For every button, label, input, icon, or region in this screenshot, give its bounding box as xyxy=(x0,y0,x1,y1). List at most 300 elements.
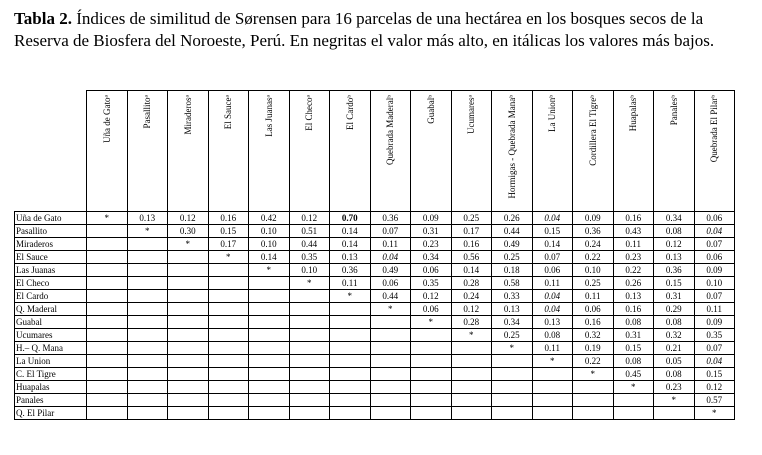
row-label: H.– Q. Mana xyxy=(15,342,87,355)
table-cell: 0.44 xyxy=(289,238,330,251)
table-cell: 0.06 xyxy=(411,303,452,316)
column-header xyxy=(411,91,452,212)
column-header-label: Panalesᵇ xyxy=(668,95,679,126)
table-cell xyxy=(127,238,168,251)
table-cell: 0.26 xyxy=(613,277,654,290)
table-cell: 0.11 xyxy=(573,290,614,303)
table-cell: 0.10 xyxy=(289,264,330,277)
table-cell: * xyxy=(654,394,695,407)
table-cell: 0.12 xyxy=(654,238,695,251)
table-cell xyxy=(289,342,330,355)
column-header xyxy=(573,91,614,212)
table-cell xyxy=(87,225,128,238)
table-cell xyxy=(370,381,411,394)
table-cell xyxy=(208,381,249,394)
table-cell xyxy=(411,329,452,342)
table-cell xyxy=(330,381,371,394)
table-cell: 0.30 xyxy=(168,225,209,238)
caption-text: Índices de similitud de Sørensen para 16 parcelas de una hectárea en los bosques secos de la Reserva de Biosfera del Noroeste, Perú. En negritas el valor más alto, en itálicas los valores más bajos. xyxy=(14,9,715,50)
column-header-label: Guabalᵇ xyxy=(425,95,436,124)
table-cell xyxy=(249,329,290,342)
table-cell: 0.13 xyxy=(532,316,573,329)
table-cell xyxy=(87,277,128,290)
table-cell xyxy=(87,329,128,342)
table-cell: 0.09 xyxy=(411,212,452,225)
table-cell xyxy=(127,290,168,303)
table-cell: 0.35 xyxy=(694,329,735,342)
table-cell: 0.08 xyxy=(532,329,573,342)
table-cell: 0.49 xyxy=(370,264,411,277)
table-cell xyxy=(208,316,249,329)
table-cell: 0.13 xyxy=(654,251,695,264)
table-cell xyxy=(87,368,128,381)
table-cell xyxy=(370,368,411,381)
table-cell xyxy=(451,355,492,368)
table-cell: 0.14 xyxy=(249,251,290,264)
table-cell: 0.28 xyxy=(451,316,492,329)
table-cell: 0.07 xyxy=(694,238,735,251)
table-cell xyxy=(127,277,168,290)
table-cell: 0.25 xyxy=(492,251,533,264)
table-cell xyxy=(451,342,492,355)
table-cell: 0.51 xyxy=(289,225,330,238)
table-cell: * xyxy=(168,238,209,251)
table-cell: 0.49 xyxy=(492,238,533,251)
table-cell: 0.09 xyxy=(573,212,614,225)
table-cell: 0.43 xyxy=(613,225,654,238)
column-header xyxy=(249,91,290,212)
table-cell xyxy=(411,381,452,394)
table-cell: 0.08 xyxy=(654,368,695,381)
table-cell: * xyxy=(694,407,735,420)
row-label: Guabal xyxy=(15,316,87,329)
row-label: Q. Maderal xyxy=(15,303,87,316)
table-cell xyxy=(168,355,209,368)
table-cell xyxy=(573,407,614,420)
caption-label: Tabla 2. xyxy=(14,9,72,28)
table-cell xyxy=(168,329,209,342)
table-cell: 0.22 xyxy=(613,264,654,277)
table-cell: 0.10 xyxy=(249,238,290,251)
table-cell: 0.31 xyxy=(613,329,654,342)
table-cell xyxy=(168,303,209,316)
table-cell: 0.57 xyxy=(694,394,735,407)
table-cell xyxy=(613,407,654,420)
table-cell xyxy=(249,407,290,420)
table-cell xyxy=(532,407,573,420)
table-cell xyxy=(613,394,654,407)
column-header xyxy=(87,91,128,212)
table-cell xyxy=(168,342,209,355)
table-cell xyxy=(168,290,209,303)
table-cell xyxy=(87,290,128,303)
table-cell: 0.28 xyxy=(451,277,492,290)
table-cell: 0.23 xyxy=(613,251,654,264)
table-cell xyxy=(330,342,371,355)
table-cell xyxy=(289,290,330,303)
table-cell: * xyxy=(330,290,371,303)
table-cell xyxy=(127,303,168,316)
table-cell xyxy=(87,238,128,251)
table-cell: 0.21 xyxy=(654,342,695,355)
table-cell xyxy=(451,407,492,420)
table-cell xyxy=(330,368,371,381)
column-header xyxy=(532,91,573,212)
table-cell: 0.04 xyxy=(532,303,573,316)
table-cell: 0.26 xyxy=(492,212,533,225)
table-row xyxy=(15,407,735,420)
column-header-label: Uña de Gatoᵃ xyxy=(101,95,112,143)
header-row xyxy=(15,91,735,212)
table-cell xyxy=(127,251,168,264)
table-cell: 0.15 xyxy=(694,368,735,381)
row-label: El Sauce xyxy=(15,251,87,264)
header-corner xyxy=(15,91,87,212)
table-cell xyxy=(87,251,128,264)
table-cell xyxy=(492,368,533,381)
table-cell: 0.36 xyxy=(654,264,695,277)
row-label: Las Juanas xyxy=(15,264,87,277)
row-label: Huapalas xyxy=(15,381,87,394)
table-cell xyxy=(127,355,168,368)
table-cell: 0.08 xyxy=(613,355,654,368)
table-row xyxy=(15,342,735,355)
table-cell: 0.11 xyxy=(370,238,411,251)
table-cell xyxy=(370,329,411,342)
table-cell: 0.12 xyxy=(694,381,735,394)
table-cell: 0.06 xyxy=(694,212,735,225)
table-cell xyxy=(127,381,168,394)
table-cell: 0.12 xyxy=(289,212,330,225)
table-cell: 0.34 xyxy=(492,316,533,329)
table-row xyxy=(15,290,735,303)
table-cell: 0.32 xyxy=(573,329,614,342)
table-cell: 0.06 xyxy=(573,303,614,316)
table-cell xyxy=(330,303,371,316)
table-cell: 0.16 xyxy=(451,238,492,251)
table-cell: * xyxy=(289,277,330,290)
similarity-table xyxy=(14,90,735,420)
table-cell xyxy=(168,394,209,407)
table-cell: 0.09 xyxy=(694,264,735,277)
column-header xyxy=(451,91,492,212)
table-cell: * xyxy=(370,303,411,316)
table-cell: 0.06 xyxy=(370,277,411,290)
column-header xyxy=(613,91,654,212)
table-cell xyxy=(127,368,168,381)
row-label: El Checo xyxy=(15,277,87,290)
table-cell: 0.12 xyxy=(168,212,209,225)
table-cell xyxy=(168,277,209,290)
table-cell: 0.22 xyxy=(573,251,614,264)
table-cell xyxy=(411,355,452,368)
table-cell: 0.10 xyxy=(249,225,290,238)
column-header-label: El Cardoᵇ xyxy=(344,95,355,131)
table-row xyxy=(15,251,735,264)
table-cell xyxy=(249,290,290,303)
table-cell: 0.18 xyxy=(492,264,533,277)
table-cell xyxy=(289,303,330,316)
table-cell xyxy=(249,342,290,355)
column-header xyxy=(370,91,411,212)
table-cell: 0.06 xyxy=(411,264,452,277)
table-cell xyxy=(208,329,249,342)
table-cell: 0.22 xyxy=(573,355,614,368)
table-cell: 0.14 xyxy=(451,264,492,277)
table-row xyxy=(15,212,735,225)
table-cell xyxy=(492,355,533,368)
column-header-label: Ucumaresᵃ xyxy=(466,95,477,134)
table-cell: 0.15 xyxy=(532,225,573,238)
table-cell: 0.04 xyxy=(532,290,573,303)
table-cell: 0.08 xyxy=(613,316,654,329)
table-cell: * xyxy=(573,368,614,381)
table-cell xyxy=(492,407,533,420)
table-cell xyxy=(127,342,168,355)
table-cell xyxy=(87,394,128,407)
table-cell: 0.06 xyxy=(694,251,735,264)
table-cell xyxy=(249,303,290,316)
table-cell xyxy=(168,264,209,277)
column-header-label: El Checoᵃ xyxy=(304,95,315,131)
table-cell: 0.16 xyxy=(573,316,614,329)
table-cell: 0.10 xyxy=(694,277,735,290)
table-cell: 0.07 xyxy=(694,290,735,303)
table-cell xyxy=(654,407,695,420)
table-cell: 0.23 xyxy=(654,381,695,394)
table-cell xyxy=(330,329,371,342)
table-cell xyxy=(330,394,371,407)
table-cell xyxy=(87,303,128,316)
table-row xyxy=(15,264,735,277)
table-cell xyxy=(208,290,249,303)
table-cell xyxy=(249,394,290,407)
table-cell xyxy=(411,368,452,381)
table-cell xyxy=(127,264,168,277)
table-cell: 0.04 xyxy=(532,212,573,225)
table-cell: 0.13 xyxy=(613,290,654,303)
table-cell: 0.42 xyxy=(249,212,290,225)
table-cell: * xyxy=(532,355,573,368)
table-cell: 0.05 xyxy=(654,355,695,368)
row-label: Q. El Pilar xyxy=(15,407,87,420)
table-cell xyxy=(289,407,330,420)
table-cell: 0.25 xyxy=(573,277,614,290)
table-cell: 0.33 xyxy=(492,290,533,303)
row-label: Pasallito xyxy=(15,225,87,238)
table-cell xyxy=(289,394,330,407)
table-cell: 0.04 xyxy=(694,355,735,368)
column-header xyxy=(492,91,533,212)
table-cell xyxy=(289,368,330,381)
table-cell xyxy=(249,277,290,290)
table-cell xyxy=(87,381,128,394)
column-header-label: Miraderosᵃ xyxy=(182,95,193,135)
table-row xyxy=(15,277,735,290)
table-cell: 0.16 xyxy=(208,212,249,225)
table-cell xyxy=(330,316,371,329)
table-cell xyxy=(330,407,371,420)
table-cell: 0.08 xyxy=(654,225,695,238)
row-label: La Union xyxy=(15,355,87,368)
table-cell: 0.15 xyxy=(208,225,249,238)
table-cell: 0.11 xyxy=(532,277,573,290)
table-cell xyxy=(87,264,128,277)
column-header-label: Las Juanasᵃ xyxy=(263,95,274,137)
table-cell: 0.45 xyxy=(613,368,654,381)
table-cell xyxy=(87,355,128,368)
table-cell xyxy=(370,407,411,420)
table-cell: 0.11 xyxy=(532,342,573,355)
table-cell: 0.07 xyxy=(694,342,735,355)
table-row xyxy=(15,381,735,394)
table-cell: * xyxy=(87,212,128,225)
table-cell: 0.25 xyxy=(451,212,492,225)
table-cell xyxy=(127,394,168,407)
table-cell: 0.16 xyxy=(613,212,654,225)
table-row xyxy=(15,329,735,342)
column-header xyxy=(654,91,695,212)
table-cell xyxy=(411,407,452,420)
table-cell: 0.31 xyxy=(411,225,452,238)
table-cell xyxy=(208,277,249,290)
table-cell xyxy=(249,381,290,394)
table-row xyxy=(15,238,735,251)
table-cell xyxy=(492,381,533,394)
table-cell xyxy=(451,368,492,381)
table-cell xyxy=(208,394,249,407)
table-cell: 0.11 xyxy=(694,303,735,316)
table-cell xyxy=(451,381,492,394)
column-header-label: Cordillera El Tigreᵇ xyxy=(587,95,598,166)
table-cell: * xyxy=(411,316,452,329)
table-cell: 0.14 xyxy=(532,238,573,251)
table-cell xyxy=(249,355,290,368)
table-cell: 0.04 xyxy=(370,251,411,264)
table-cell: 0.36 xyxy=(330,264,371,277)
table-cell: 0.36 xyxy=(573,225,614,238)
table-cell xyxy=(208,342,249,355)
table-cell: 0.23 xyxy=(411,238,452,251)
row-label: Miraderos xyxy=(15,238,87,251)
table-cell: * xyxy=(492,342,533,355)
table-cell xyxy=(370,394,411,407)
column-header-label: Hormigas - Quebrada Manaᵇ xyxy=(506,95,517,199)
table-cell xyxy=(168,381,209,394)
row-label: Uña de Gato xyxy=(15,212,87,225)
table-cell: 0.24 xyxy=(451,290,492,303)
table-caption xyxy=(14,8,754,51)
column-header-label: Quebrada El Pilarᵇ xyxy=(709,95,720,163)
table-row xyxy=(15,355,735,368)
table-cell: 0.25 xyxy=(492,329,533,342)
table-cell: * xyxy=(451,329,492,342)
table-row xyxy=(15,303,735,316)
table-cell: 0.56 xyxy=(451,251,492,264)
table-cell xyxy=(370,342,411,355)
table-cell: 0.44 xyxy=(492,225,533,238)
table-cell: 0.12 xyxy=(451,303,492,316)
table-cell: 0.09 xyxy=(694,316,735,329)
column-header xyxy=(330,91,371,212)
column-header xyxy=(127,91,168,212)
table-cell: 0.44 xyxy=(370,290,411,303)
table-cell: 0.07 xyxy=(370,225,411,238)
table-cell xyxy=(289,381,330,394)
table-cell xyxy=(573,381,614,394)
table-cell xyxy=(451,394,492,407)
table-cell: 0.34 xyxy=(654,212,695,225)
table-cell: 0.15 xyxy=(613,342,654,355)
table-cell: 0.11 xyxy=(330,277,371,290)
table-cell xyxy=(127,407,168,420)
table-cell xyxy=(127,316,168,329)
table-cell: 0.11 xyxy=(613,238,654,251)
table-cell xyxy=(168,316,209,329)
table-cell xyxy=(208,368,249,381)
table-cell: 0.35 xyxy=(289,251,330,264)
table-cell xyxy=(208,355,249,368)
table-cell: * xyxy=(613,381,654,394)
table-cell: 0.07 xyxy=(532,251,573,264)
table-row xyxy=(15,225,735,238)
table-cell: * xyxy=(249,264,290,277)
table-cell: 0.24 xyxy=(573,238,614,251)
table-cell: 0.04 xyxy=(694,225,735,238)
table-cell xyxy=(289,329,330,342)
table-cell: 0.58 xyxy=(492,277,533,290)
column-header-label: Quebrada Maderalᵇ xyxy=(385,95,396,166)
table-cell xyxy=(492,394,533,407)
table-cell: * xyxy=(208,251,249,264)
table-cell: 0.13 xyxy=(492,303,533,316)
row-label: C. El Tigre xyxy=(15,368,87,381)
table-cell xyxy=(411,394,452,407)
table-cell xyxy=(208,407,249,420)
table-cell xyxy=(168,368,209,381)
table-cell: 0.36 xyxy=(370,212,411,225)
table-cell xyxy=(168,251,209,264)
table-cell: 0.34 xyxy=(411,251,452,264)
table-cell: 0.17 xyxy=(208,238,249,251)
table-cell: * xyxy=(127,225,168,238)
table-cell xyxy=(127,329,168,342)
table-row xyxy=(15,394,735,407)
row-label: El Cardo xyxy=(15,290,87,303)
column-header-label: Pasallitoᵃ xyxy=(142,95,153,129)
table-cell: 0.13 xyxy=(127,212,168,225)
table-cell xyxy=(249,368,290,381)
table-cell: 0.06 xyxy=(532,264,573,277)
table-cell: 0.35 xyxy=(411,277,452,290)
table-cell xyxy=(532,368,573,381)
table-cell: 0.31 xyxy=(654,290,695,303)
column-header xyxy=(208,91,249,212)
table-cell: 0.12 xyxy=(411,290,452,303)
column-header xyxy=(289,91,330,212)
column-header xyxy=(168,91,209,212)
table-cell xyxy=(411,342,452,355)
table-cell xyxy=(87,407,128,420)
row-label: Ucumares xyxy=(15,329,87,342)
table-cell: 0.13 xyxy=(330,251,371,264)
table-cell: 0.15 xyxy=(654,277,695,290)
table-cell xyxy=(87,316,128,329)
table-cell xyxy=(208,303,249,316)
table-cell: 0.10 xyxy=(573,264,614,277)
table-cell xyxy=(532,394,573,407)
table-cell xyxy=(87,342,128,355)
